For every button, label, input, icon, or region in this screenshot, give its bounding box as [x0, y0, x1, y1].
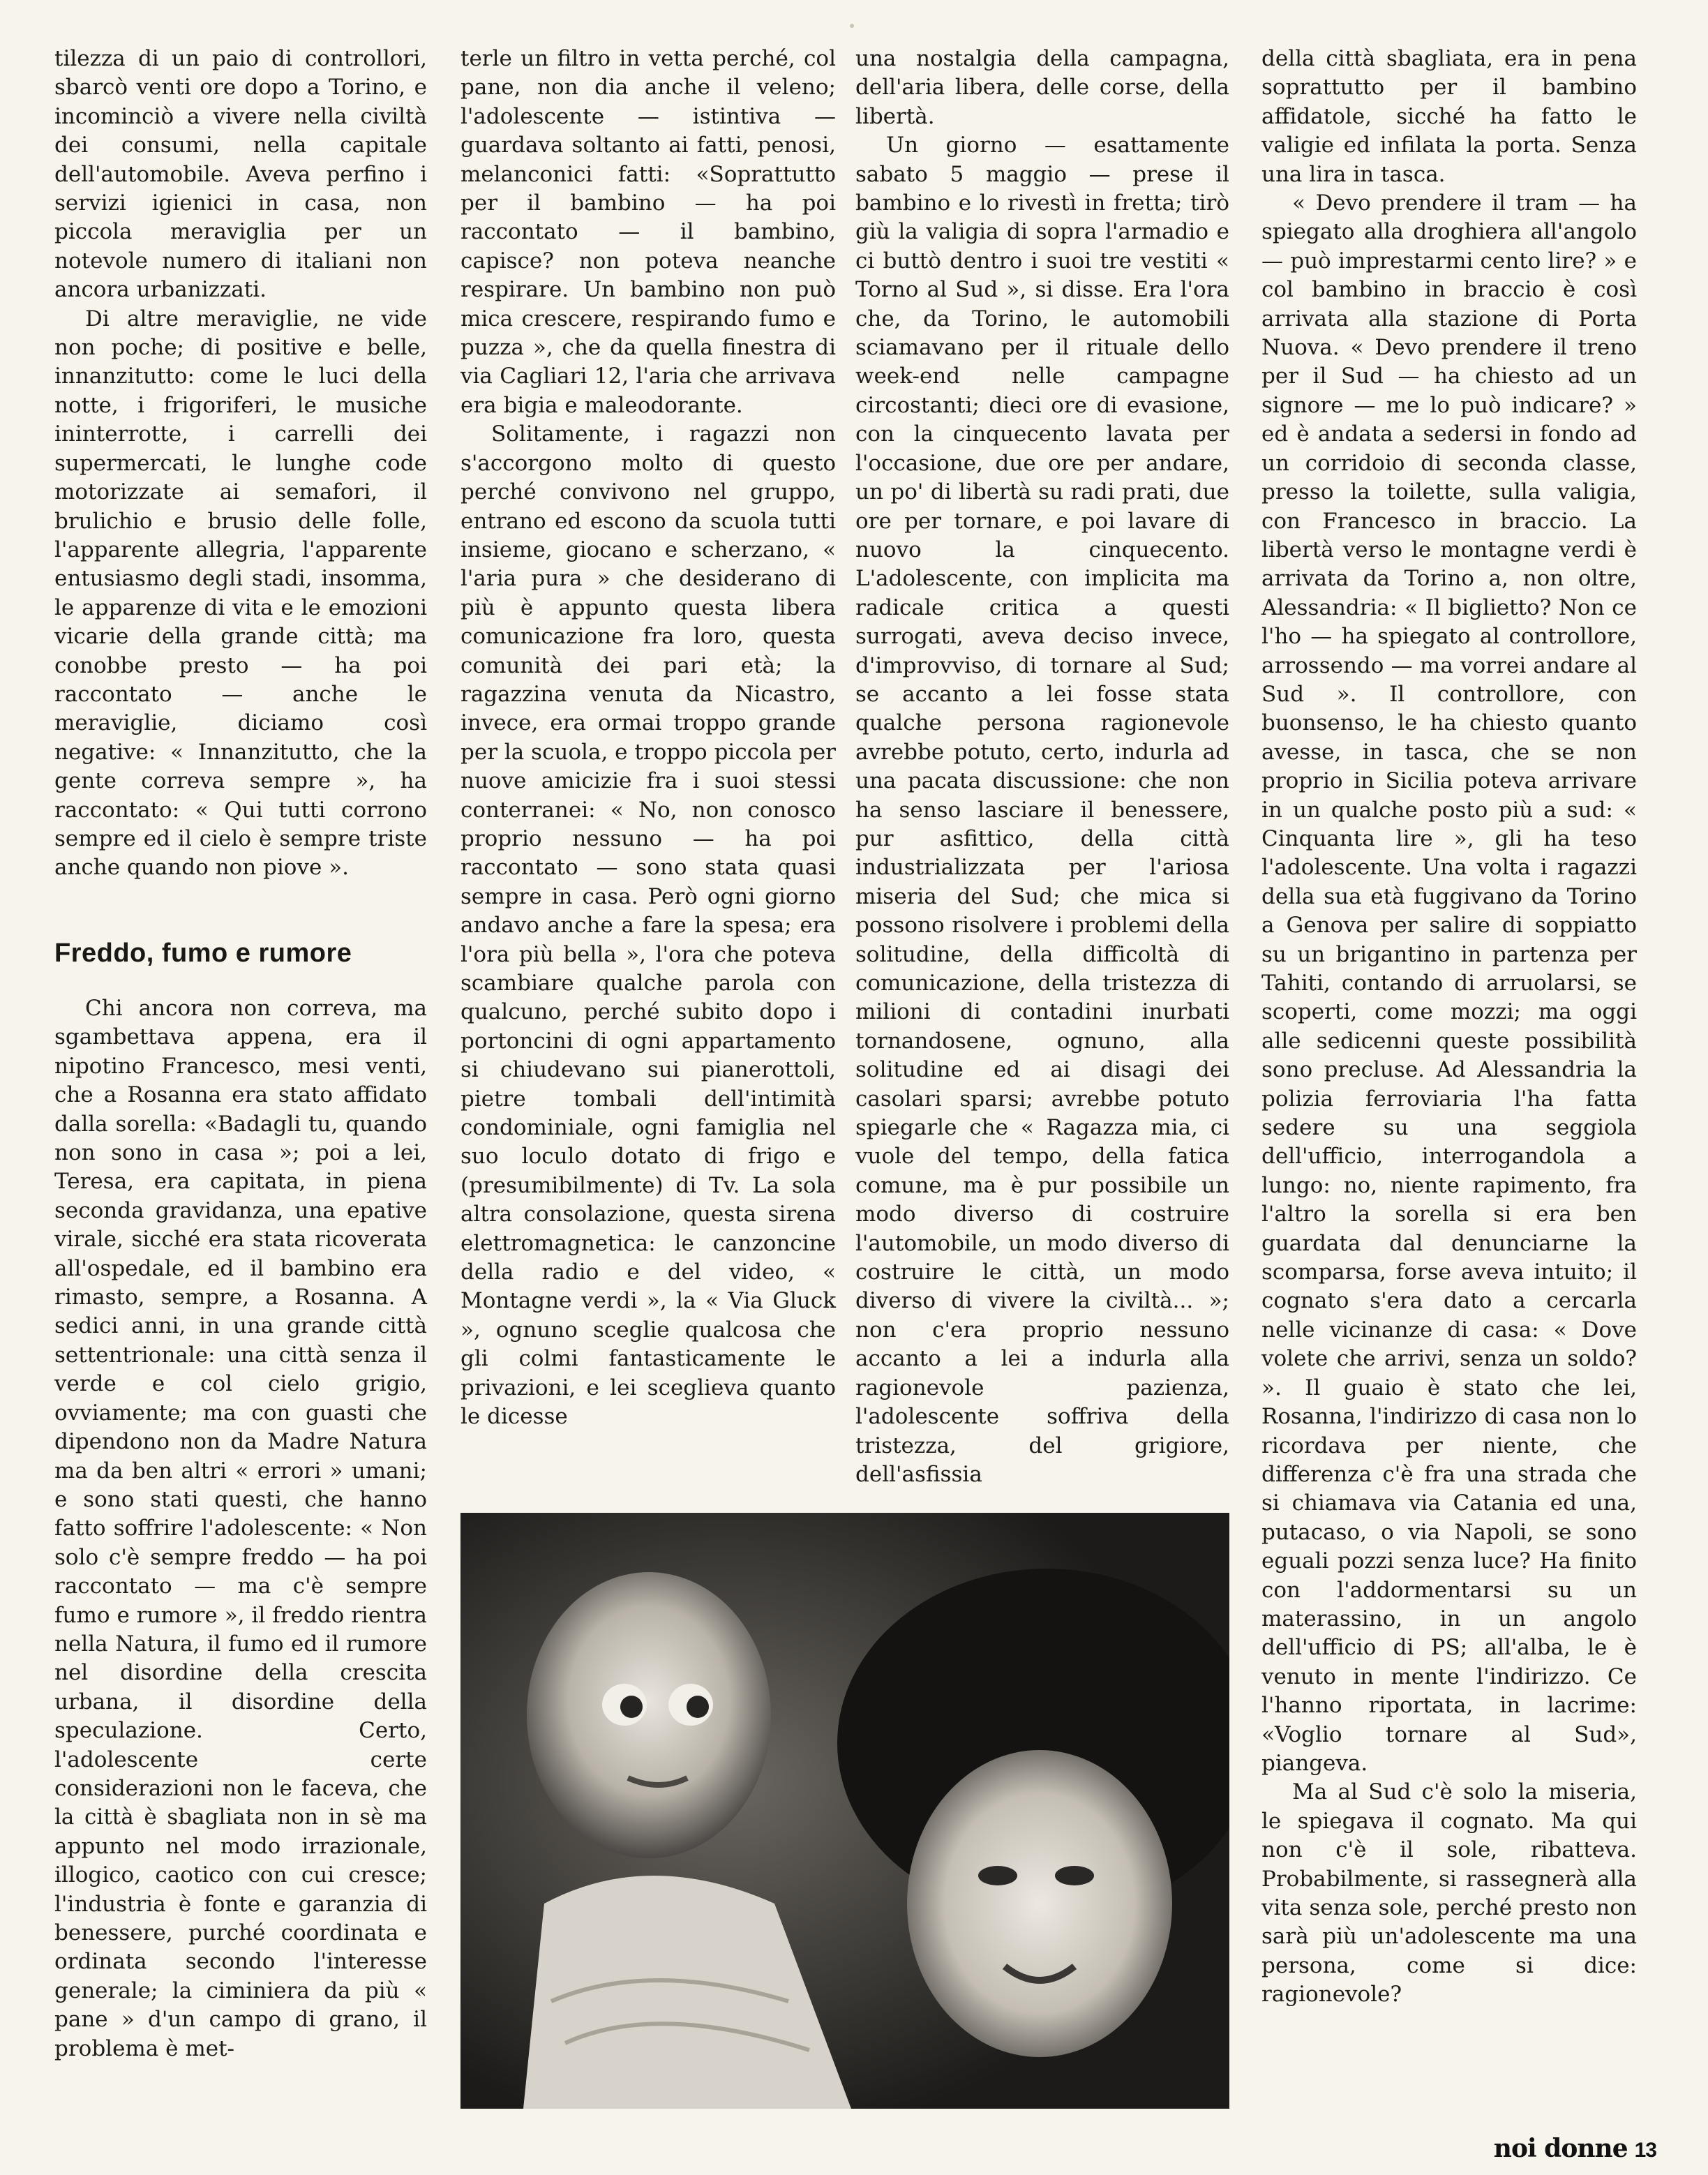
print-mark [850, 24, 854, 28]
column-3 [855, 45, 1229, 1489]
section-heading: Freddo, fumo e rumore [54, 939, 352, 968]
paragraph: Solitamente, i ragazzi non s'accorgono molto di questo perché convivono nel gruppo, entrano ed escono da scuola tutti insieme, giocano e scherzano, « l'aria pura » che desiderano di più è appunto questa libera comunicazione fra loro, questa comunità dei pari età; la ragazzina venuta da Nicastro, invece, era ormai troppo grande per la scuola, e troppo piccola per nuove amicizie fra i suoi stessi conterranei: « No, non conosco proprio nessuno — ha poi raccontato — sono stata quasi sempre in casa. Però ogni giorno andavo anche a fare la spesa; era l'ora più bella », l'ora che poteva scambiare qualche parola con qualcuno, perché subito dopo i portoncini di ogni appartamento si chiudevano sui pianerottoli, pietre tombali dell'intimità condominiale, ogni famiglia nel suo loculo dotato di frigo e (presumibilmente) di Tv. La sola altra consolazione, questa sirena elettromagnetica: le canzoncine della radio e del video, « Montagne verdi », la « Via Gluck », ognuno sceglie qualcosa che gli colmi fantasticamente le privazioni, e lei sceglieva quanto le dicesse [460, 421, 836, 1430]
paragraph: tilezza di un paio di controllori, sbarcò venti ore dopo a Torino, e incominciò a vivere nella civiltà dei consumi, nella capitale dell'automobile. Aveva perfino i servizi igienici in casa, non piccola meraviglia per un notevole numero di italiani non ancora urbanizzati. [54, 46, 427, 303]
paragraph: Chi ancora non correva, ma sgambettava appena, era il nipotino Francesco, mesi venti, che a Rosanna era stato affidato dalla sorella: «Badagli tu, quando non sono in casa »; poi a lei, Teresa, era capitata, in piena seconda gravidanza, una epative virale, sicché era stata ricoverata all'ospedale, ed il bambino era rimasto, sempre, a Rosanna. A sedici anni, in una grande città settentrionale: una città senza il verde e col cielo grigio, ovviamente; ma con guasti che dipendono non da Madre Natura ma da ben altri « errori » umani; e sono stati questi, che hanno fatto soffrire l'adolescente: « Non solo c'è sempre freddo — ha poi raccontato — ma c'è sempre fumo e rumore », il freddo rientra nella Natura, il fumo ed il rumore nel disordine della crescita urbana, il disordine della speculazione. Certo, l'adolescente certe considerazioni non le faceva, che la città è sbagliata non in sè ma appunto nel modo irrazionale, illogico, caotico con cui cresce; l'industria è fonte e garanzia di benessere, purché coordinata e ordinata secondo l'interesse generale; la ciminiera da più « pane » d'un campo di grano, il problema è met- [54, 996, 427, 2061]
paragraph: Di altre meraviglie, ne vide non poche; di positive e belle, innanzitutto: come le luci della notte, i frigoriferi, le musiche ininterrotte, i carrelli dei supermercati, le lunghe code motorizzate ai semafori, il brulichio e brusio delle folle, l'apparente allegria, l'apparente entusiasmo degli stadi, insomma, le apparenze di vita e le emozioni vicarie della grande città; ma conobbe presto — ha poi raccontato — anche le meraviglie, diciamo così negative: « Innanzitutto, che la gente correva sempre », ha raccontato: « Qui tutti corrono sempre ed il cielo è sempre triste anche quando non piove ». [54, 306, 427, 881]
footer [1494, 2134, 1656, 2163]
paragraph: terle un filtro in vetta perché, col pane, non dia anche il veleno; l'adolescente — istintiva — guardava soltanto ai fatti, penosi, melanconici fatti: «Soprattutto per il bambino — ha poi raccontato — il bambino, capisce? non poteva neanche respirare. Un bambino non può mica crescere, respirando fumo e puzza », che da quella finestra di via Cagliari 12, l'aria che arrivava era bigia e maleodorante. [460, 46, 836, 418]
paragraph: « Devo prendere il tram — ha spiegato alla droghiera all'angolo — può imprestarmi cento lire? » e col bambino in braccio è così arrivata alla stazione di Porta Nuova. « Devo prendere il treno per il Sud — ha chiesto ad un signore — me lo può indicare? » ed è andata a sedersi in fondo ad un corridoio di seconda classe, presso la toilette, sulla valigia, con Francesco in braccio. La libertà verso le montagne verdi è arrivata da Torino a, non oltre, Alessandria: « Il biglietto? Non ce l'ho — ha spiegato al controllore, arrossendo — ma vorrei andare al Sud ». Il controllore, con buonsenso, le ha chiesto quanto avesse, in tasca, che se non proprio in Sicilia poteva arrivare in un qualche posto più a sud: « Cinquanta lire », gli ha teso l'adolescente. Una volta i ragazzi della sua età fuggivano da Torino a Genova per salire di soppiatto su un brigantino in partenza per Tahiti, contando di arruolarsi, se scoperti, come mozzi; ma oggi alle sedicenni queste possibilità sono precluse. Ad Alessandria la polizia ferroviaria l'ha fatta sedere su una seggiola dell'ufficio, interrogandola a lungo: no, niente rapimento, fra l'altro la sorella si era ben guardata dal denunciarne la scomparsa, forse aveva intuito; il cognato s'era dato a cercarla nelle vicinanze di casa: « Dove volete che arrivi, senza un soldo? ». Il guaio è stato che lei, Rosanna, l'indirizzo di casa non lo ricordava per niente, che differenza c'è fra una strada che si chiamava via Catania ed una, putacaso, o via Napoli, se sono eguali pozzi senza luce? Ha finito con l'addormentarsi su un materassino, in un angolo dell'ufficio di PS; all'alba, le è venuto in mente l'indirizzo. Ce l'hanno riportata, in lacrime: «Voglio tornare al Sud», piangeva. [1261, 190, 1637, 1776]
column-1-continued [54, 994, 427, 2063]
column-1 [54, 45, 427, 883]
photo-woman-and-child [460, 1513, 1229, 2109]
paragraph: Un giorno — esattamente sabato 5 maggio — prese il bambino e lo rivestì in fretta; tirò giù la valigia di sopra l'armadio e ci buttò dentro i suoi tre vestiti « Torno al Sud », si disse. Era l'ora che, da Torino, le automobili sciamavano per il rituale dello week-end nelle campagne circostanti; dieci ore di evasione, con la cinquecento lavata per l'occasione, due ore per andare, un po' di libertà su radi prati, due ore per tornare, e poi lavare di nuovo la cinquecento. L'adolescente, con implicita ma radicale critica a questi surrogati, aveva deciso invece, d'improvviso, di tornare al Sud; se accanto a lei fosse stata qualche persona ragionevole avrebbe potuto, certo, indurla ad una pacata discussione: che non ha senso lasciare il benessere, pur asfittico, della città industrializzata per l'ariosa miseria del Sud; che mica si possono risolvere i problemi della solitudine, della difficoltà di comunicazione, della tristezza di milioni di contadini inurbati tornandosene, ognuno, alla solitudine ed ai disagi dei casolari sparsi; avrebbe potuto spiegarle che « Ragazza mia, ci vuole del tempo, della fatica comune, ma è pur possibile un modo diverso di costruire l'automobile, un modo diverso di costruire le città, un modo diverso di vivere la civiltà... »; non c'era proprio nessuno accanto a lei a indurla alla ragionevole pazienza, l'adolescente soffriva della tristezza, del grigiore, dell'asfissia [855, 133, 1229, 1487]
paragraph: una nostalgia della campagna, dell'aria libera, delle corse, della libertà. [855, 46, 1229, 129]
column-2 [460, 45, 836, 1432]
news-photo [460, 1513, 1229, 2109]
page-number: 13 [1634, 2139, 1656, 2162]
paragraph: Ma al Sud c'è solo la miseria, le spiegava il cognato. Ma qui non c'è il sole, ribatteva. Probabilmente, si rassegnerà alla vita senza sole, perché presto non sarà più un'adolescente ma una persona, come si dice: ragionevole? [1261, 1779, 1637, 2008]
paragraph: della città sbagliata, era in pena soprattutto per il bambino affidatole, sicché ha fatto le valigie ed infilata la porta. Senza una lira in tasca. [1261, 46, 1637, 187]
column-4 [1261, 45, 1637, 2010]
magazine-logo: noi donne [1493, 2134, 1628, 2163]
